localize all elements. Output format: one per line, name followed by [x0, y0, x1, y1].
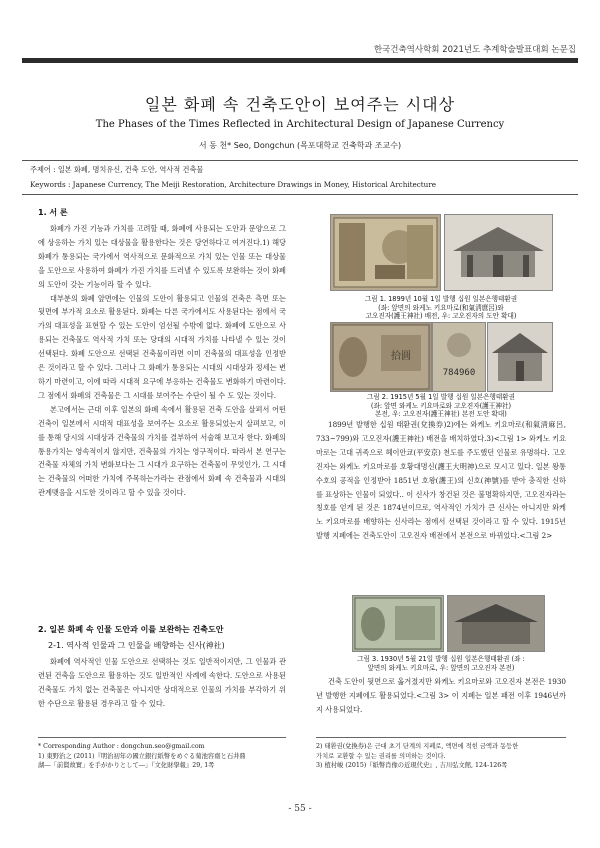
footnote-rule-left [38, 737, 286, 738]
figure-1-shrine-image [444, 214, 553, 291]
footnote-line: 湖―「前賢故實」を手がかりとして―」『文化財學報』29, 1쪽 [38, 762, 215, 769]
caption-line: 그림 1. 1899년 10월 1일 발행 십원 일본은행태환권 [364, 295, 518, 303]
section-2-body [38, 655, 286, 711]
right-column-body-1 [316, 418, 566, 543]
figure-2-shrine-image [487, 322, 553, 392]
footnote-line: 가치로 교환할 수 있는 권리를 의미하는 것이다. [316, 752, 446, 760]
footnote-line: 3) 植村峻 (2015)『紙幣肖像の近現代史』, 吉川弘文館, 124-126쪽 [316, 762, 508, 769]
paragraph: 건축 도안이 뒷면으로 옮겨졌지만 와케노 키요마로와 고오진자 본전은 1930년 발행한 지폐에도 활용되었다.<그림 3> 이 지폐는 일본 패전 이후 1946년까지 사용되었다. [316, 677, 566, 714]
figure-2-note-detail [432, 322, 486, 392]
title-korean: 일본 화폐 속 건축도안이 보여주는 시대상 [144, 95, 456, 114]
keywords-english: Keywords : Japanese Currency, The Meiji Restoration, Architecture Drawings in Money, Historical Architecture [30, 180, 437, 189]
paragraph: 화폐에 역사적인 인물 도안으로 선택하는 것도 일반적이지만, 그 인물과 관련된 건축을 도안으로 활용하는 것도 일반적인 사례에 속한다. 도안으로 사용된 건축물도 가치 없는 건축물은 아니지만 상대적으로 인물의 가치를 부각하기 위한 수단으로 활용된 경우라고 할 수 있다. [38, 657, 286, 708]
banknote-denomination: 拾圓 [391, 351, 411, 362]
footnote-line: * Corresponding Author : dongchun.seo@gmail.com [38, 743, 205, 750]
author-line: 서 동 천* Seo, Dongchun (목포대학교 건축학과 조교수) [198, 141, 402, 150]
footnotes-left [38, 742, 288, 771]
paragraph: 본고에서는 근대 이후 일본의 화폐 속에서 활용된 건축 도안을 살펴서 어떤 건축이 일본에서 시대적 대표성을 보여주는 요소로 활용되었는지 살펴보고, 이를 통해 당시의 시대상과 건축물의 가치를 결부하여 서술해 보고자 한다. 화폐의 통용가치는 영속적이지 않지만, 건축물의 가치는 영구적이다. 따라서 본 연구는 건축물 자체의 가치 변화보다는 그 시대가 요구하는 건축물이 무엇인가, 그 시대는 건축물의 어떠한 가치에 주목하는가라는 관점에서 화폐 속 건축물과 시대의 관계맺음을 시도한 것이라고 할 수 있을 것이다. [38, 404, 286, 498]
section-1-heading: 1. 서 론 [38, 208, 68, 217]
keywords-korean: 주제어 : 일본 화폐, 명치유신, 건축 도안, 역사적 건축물 [30, 165, 204, 174]
caption-line: 그림 3. 1930년 5월 21일 발행 십원 일본은행태환권 (좌 : [357, 655, 525, 663]
caption-line: 그림 2. 1915년 5월 1일 발행 십원 일본은행태환권 [366, 393, 516, 401]
banknote-serial: 784960 [442, 368, 476, 378]
figure-1-banknote-image [330, 214, 441, 291]
footnote-line: 1) 東野治之 (2011)『明治初年の國立銀行紙幣をめぐる菊池容齋と石井鼎 [38, 752, 246, 760]
title-english: The Phases of the Times Reflected in Architectural Design of Japanese Currency [95, 119, 505, 130]
footnote-line: 2) 태환권(兌換券)은 근대 초기 단계의 지폐로, 액면에 적힌 금액과 동등한 [316, 743, 519, 750]
caption-line: (좌: 앞면의 와케노 키요마로(和氣淸麿呂)와 [378, 303, 504, 312]
figure-3-banknote-image [352, 595, 444, 652]
conference-header: 한국건축역사학회 2021년도 추계학술발표대회 논문집 [373, 45, 576, 55]
caption-line: 고오진자(護王神社) 배전, 우: 고오진자의 도안 확대) [365, 312, 517, 320]
section-2-heading: 2. 일본 화폐 속 인물 도안과 이를 보완하는 건축도안 [38, 625, 224, 634]
caption-line: 앞면의 와케노 키요마로, 우: 앞면의 고오진자 본전) [367, 663, 515, 672]
section-2-1-heading: 2-1. 역사적 인물과 그 인물을 배향하는 신사(神社) [48, 641, 225, 650]
caption-line: 본전, 우: 고오진자(護王神社) 본전 도안 확대) [375, 410, 507, 418]
figure-1-caption [316, 295, 566, 321]
right-column-body-2 [316, 675, 566, 717]
page-number: - 55 - [288, 804, 312, 814]
figure-3-caption [316, 655, 566, 672]
paragraph: 대부분의 화폐 앞면에는 인물의 도안이 활용되고 인물의 건축은 측면 또는 뒷면에 부가적 요소로 활용된다. 화폐는 다른 국가에서도 사용된다는 점에서 국가의 대표성을 표현할 수 있는 도안이 엄선될 수밖에 없다. 화폐에 도안으로 사용되는 건축물도 역사적 가치 또는 당대의 시대적 가치를 나타낼 수 있는 것이 선택된다. 화폐 도안으로 선택된 건축물이라면 이미 건축물의 대표성을 인정받은 것이라고 할 수 있다. 그러나 그 화폐가 통용되는 시대의 시대상과 정세는 변하기 마련이고, 이에 따라 시대적 요구에 부응하는 건축물도 변화하기 마련이다. 그 점에서 화폐의 건축물은 그 시대를 보여주는 수단이 될 수 도 있는 것이다. [38, 293, 286, 400]
paragraph: 화폐가 가진 기능과 가치를 고려할 때, 화폐에 사용되는 도안과 문양으로 그에 상응하는 가치 있는 대상물을 활용한다는 것은 당연하다고 여겨진다.1) 해당 화폐가 통용되는 국가에서 역사적으로 문화적으로 가치 있는 인물 또는 대상물을 도안으로 사용하여 화폐가 가진 가치를 드러낼 수 있도록 보완하는 것이 화폐의 도안이 갖는 기능이라 할 수 있다. [38, 224, 286, 289]
section-1-body [38, 222, 286, 500]
figure-3-shrine-image [447, 595, 545, 652]
figure-2-banknote-image [330, 322, 432, 392]
paragraph: 1899년 발행한 십원 태환권(兌換券)2)에는 와케노 키요마로(和氣淸麻呂, 733~799)와 고오진자(護王神社) 배전을 배치하였다.3)<그림 1> 와케노 키요마로는 고대 귀족으로 헤이안쿄(平安京) 천도를 주도했던 인물로 유명하다. 고오진자는 와케노 키요마로를 호황대명신(護王大明神)으로 모시고 있다. 일본 왕통 수호의 공적을 인정받아 1851년 호왕(護王)의 신호(神號)를 받아 충직한 신하를 표상하는 인물이 되었다.. 이 신사가 창건된 것은 불명확하지만, 고오진자라는 칭호를 얻게 된 것은 1874년이므로, 역사적인 가치가 큰 신사는 아니지만 와케노 키요마로를 배향하는 신사라는 점에서 선택된 것이라고 할 수 있다. 1915년 발행 지폐에는 건축도안이 고오진자 배전에서 본전으로 바뀌었다.<그림 2> [316, 420, 566, 541]
header-bar [22, 58, 578, 63]
footnote-rule-right [316, 737, 566, 738]
caption-line: (좌: 앞면 와케노 키요마로와 고오진자(護王神社) [370, 401, 512, 410]
footnotes-right [316, 742, 570, 771]
figure-2-caption [316, 393, 566, 419]
